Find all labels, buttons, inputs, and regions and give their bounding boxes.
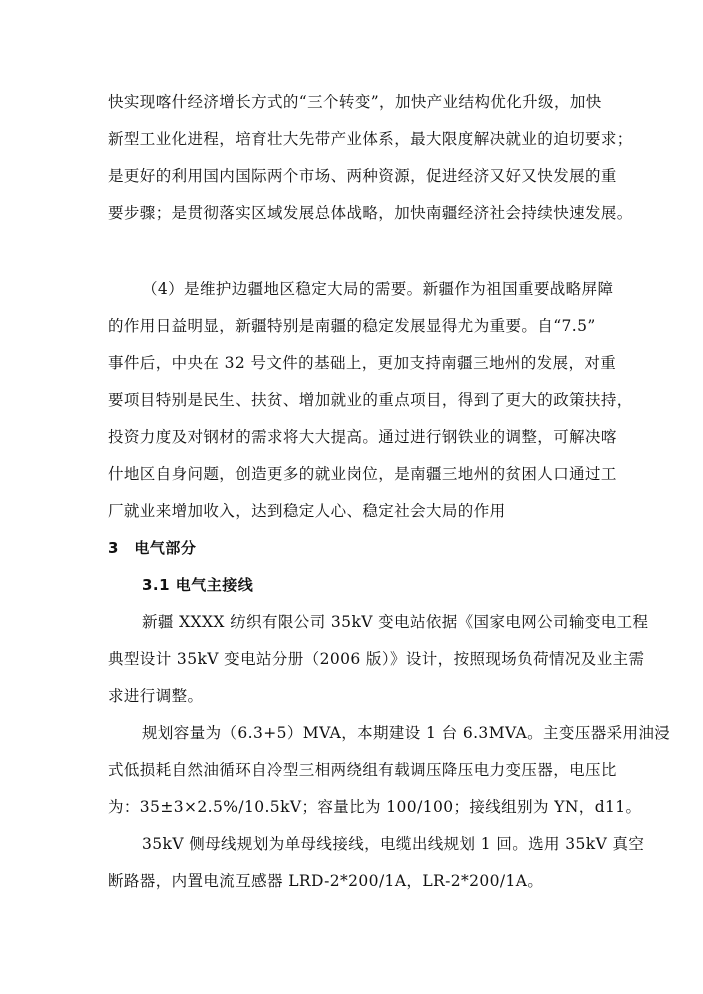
paragraph-2-line-2: 的作用日益明显，新疆特别是南疆的稳定发展显得尤为重要。自“7.5” — [108, 317, 596, 335]
paragraph-1-line-4: 要步骤；是贯彻落实区域发展总体战略，加快南疆经济社会持续快速发展。 — [108, 204, 633, 222]
paragraph-1-line-1: 快实现喀什经济增长方式的“三个转变”，加快产业结构优化升级，加快 — [108, 93, 602, 111]
paragraph-2-line-7: 厂就业来增加收入，达到稳定人心、稳定社会大局的作用 — [108, 502, 506, 520]
paragraph-1-line-2: 新型工业化进程，培育壮大先带产业体系，最大限度解决就业的迫切要求； — [108, 130, 633, 148]
paragraph-2-line-5: 投资力度及对钢材的需求将大大提高。通过进行钢铁业的调整，可解决喀 — [108, 428, 617, 446]
paragraph-2-line-3: 事件后，中央在 32 号文件的基础上，更加支持南疆三地州的发展，对重 — [108, 354, 617, 372]
paragraph-2-line-4: 要项目特别是民生、扶贫、增加就业的重点项目，得到了更大的政策扶持， — [108, 391, 633, 409]
paragraph-4-line-3: 为：35±3×2.5%/10.5kV；容量比为 100/100；接线组别为 YN，d11。 — [108, 798, 642, 816]
paragraph-5-line-2: 断路器，内置电流互感器 LRD-2*200/1A，LR-2*200/1A。 — [108, 872, 544, 890]
section-heading: 3 电气部分 — [108, 539, 197, 557]
paragraph-5-line-1: 35kV 侧母线规划为单母线接线，电缆出线规划 1 回。选用 35kV 真空 — [142, 835, 645, 853]
paragraph-2-line-1: （4）是维护边疆地区稳定大局的需要。新疆作为祖国重要战略屏障 — [142, 280, 614, 298]
paragraph-3-line-1: 新疆 XXXX 纺织有限公司 35kV 变电站依据《国家电网公司输变电工程 — [142, 613, 649, 631]
paragraph-4-line-2: 式低损耗自然油循环自冷型三相两绕组有载调压降压电力变压器，电压比 — [108, 761, 617, 779]
paragraph-1-line-3: 是更好的利用国内国际两个市场、两种资源，促进经济又好又快发展的重 — [108, 167, 617, 185]
paragraph-3-line-3: 求进行调整。 — [108, 687, 204, 705]
paragraph-2-line-6: 什地区自身问题，创造更多的就业岗位，是南疆三地州的贫困人口通过工 — [108, 465, 617, 483]
paragraph-3-line-2: 典型设计 35kV 变电站分册（2006 版）》设计，按照现场负荷情况及业主需 — [108, 650, 645, 668]
paragraph-4-line-1: 规划容量为（6.3+5）MVA，本期建设 1 台 6.3MVA。主变压器采用油浸 — [142, 724, 671, 742]
subsection-heading: 3.1 电气主接线 — [142, 576, 254, 594]
